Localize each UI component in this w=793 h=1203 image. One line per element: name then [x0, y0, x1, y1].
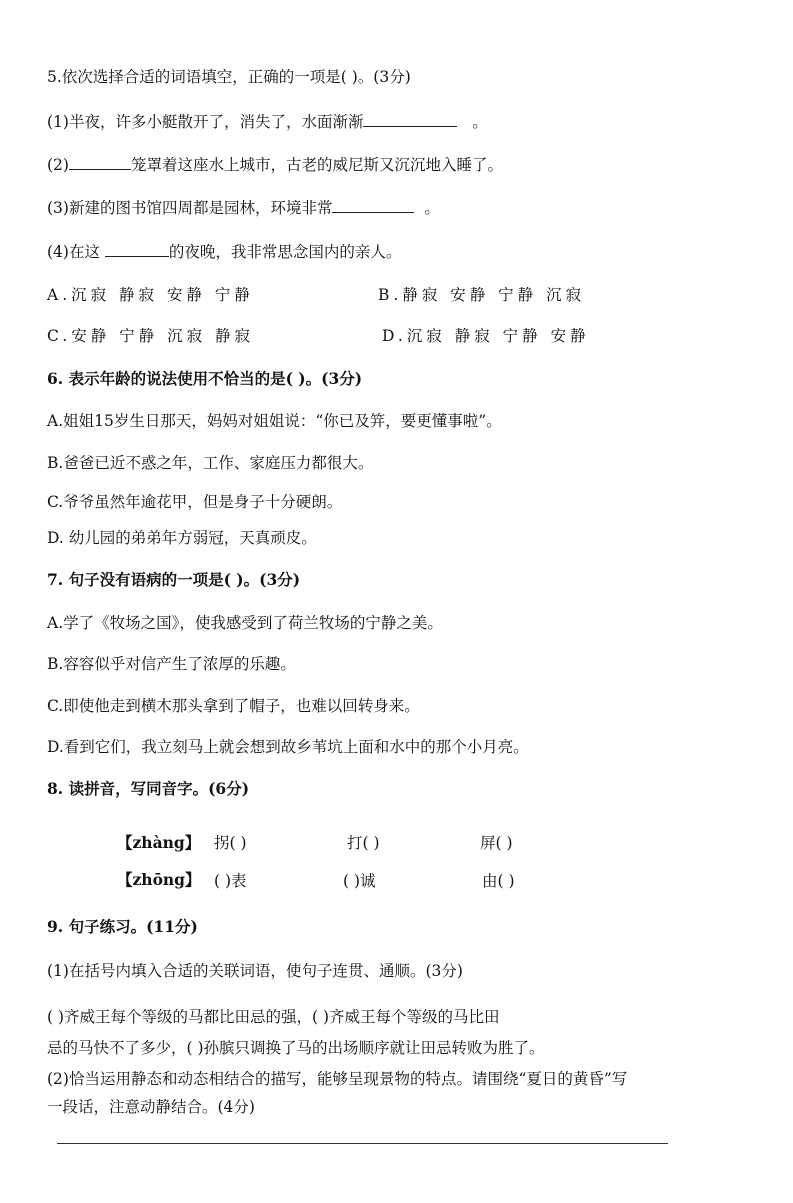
q7-option-d[interactable]: D.看到它们，我立刻马上就会想到故乡苇坑上面和水中的那个小月亮。 [47, 738, 529, 756]
q8-zhang-item-3[interactable]: 屏( ) [480, 834, 513, 852]
q8-zhang-item-1[interactable]: 拐( ) [214, 834, 247, 852]
q5-option-a[interactable]: A.沉寂 静寂 安静 宁静 [47, 286, 254, 304]
q5-sentence-1 [47, 110, 488, 133]
q7-option-c[interactable]: C.即使他走到横木那头拿到了帽子，也难以回转身来。 [47, 697, 420, 715]
q5-option-c[interactable]: C.安静 宁静 沉寂 静寂 [47, 327, 255, 345]
q8-zhong-item-1[interactable]: ( )表 [214, 872, 247, 890]
q5-title: 5.依次选择合适的词语填空，正确的一项是( )。(3分) [47, 68, 411, 86]
q6-option-d[interactable]: D. 幼儿园的弟弟年方弱冠，天真顽皮。 [47, 529, 317, 547]
q8-pinyin-zhang: 【zhàng】 [117, 833, 201, 852]
q5-s1-text: (1)半夜，许多小艇散开了，消失了，水面渐渐 [47, 113, 364, 131]
q8-zhong-item-3[interactable]: 由( ) [482, 872, 515, 890]
q5-s2-num: (2) [47, 156, 69, 174]
q6-option-a[interactable]: A.姐姐15岁生日那天，妈妈对姐姐说：“你已及笄，要更懂事啦”。 [47, 412, 502, 430]
q5-sentence-3 [47, 196, 440, 219]
q5-s3-blank[interactable] [332, 196, 414, 213]
q6-title: 6. 表示年龄的说法使用不恰当的是( )。(3分) [47, 369, 363, 388]
q9-part1-title: (1)在括号内填入合适的关联词语，使句子连贯、通顺。(3分) [47, 962, 463, 980]
q9-title: 9. 句子练习。(11分) [47, 917, 198, 936]
answer-line[interactable] [57, 1143, 668, 1144]
q9-part1-line-1[interactable]: ( )齐威王每个等级的马都比田忌的强，( )齐威王每个等级的马比田 [47, 1008, 500, 1026]
q5-s3-text: (3)新建的图书馆四周都是园林，环境非常 [47, 199, 333, 217]
q7-title: 7. 句子没有语病的一项是( )。(3分) [47, 570, 301, 589]
q5-sentence-4 [47, 240, 401, 263]
q9-part1-line-2[interactable]: 忌的马快不了多少，( )孙膑只调换了马的出场顺序就让田忌转败为胜了。 [47, 1039, 545, 1057]
q8-zhang-item-2[interactable]: 打( ) [347, 834, 380, 852]
q8-title: 8. 读拼音，写同音字。(6分) [47, 779, 250, 798]
q8-zhong-item-2[interactable]: ( )诚 [343, 872, 376, 890]
q5-s4-text: (4)在这 [47, 243, 100, 261]
q5-s4-end: 的夜晚，我非常思念国内的亲人。 [168, 243, 402, 261]
q6-option-c[interactable]: C.爷爷虽然年逾花甲，但是身子十分硬朗。 [47, 493, 343, 511]
q5-s2-blank[interactable] [69, 153, 131, 170]
q5-s3-end: 。 [424, 199, 440, 217]
q7-option-a[interactable]: A.学了《牧场之国》，使我感受到了荷兰牧场的宁静之美。 [47, 614, 443, 632]
q9-part2-line-1: (2)恰当运用静态和动态相结合的描写，能够呈现景物的特点。请围绕“夏日的黄昏”写 [47, 1070, 628, 1088]
q5-sentence-2 [47, 153, 503, 176]
q5-option-d[interactable]: D.沉寂 静寂 宁静 安静 [382, 327, 590, 345]
q5-s2-text: 笼罩着这座水上城市，古老的威尼斯又沉沉地入睡了。 [130, 156, 503, 174]
q7-option-b[interactable]: B.容容似乎对信产生了浓厚的乐趣。 [47, 655, 296, 673]
q5-s4-blank[interactable] [105, 240, 169, 257]
q5-option-b[interactable]: B.静寂 安静 宁静 沉寂 [378, 286, 586, 304]
q6-option-b[interactable]: B.爸爸已近不惑之年，工作、家庭压力都很大。 [47, 454, 374, 472]
q8-pinyin-zhong: 【zhōng】 [117, 870, 201, 889]
q9-part2-line-2: 一段话，注意动静结合。(4分) [47, 1098, 255, 1116]
q5-s1-end: 。 [472, 113, 488, 131]
q5-s1-blank[interactable] [363, 110, 457, 127]
